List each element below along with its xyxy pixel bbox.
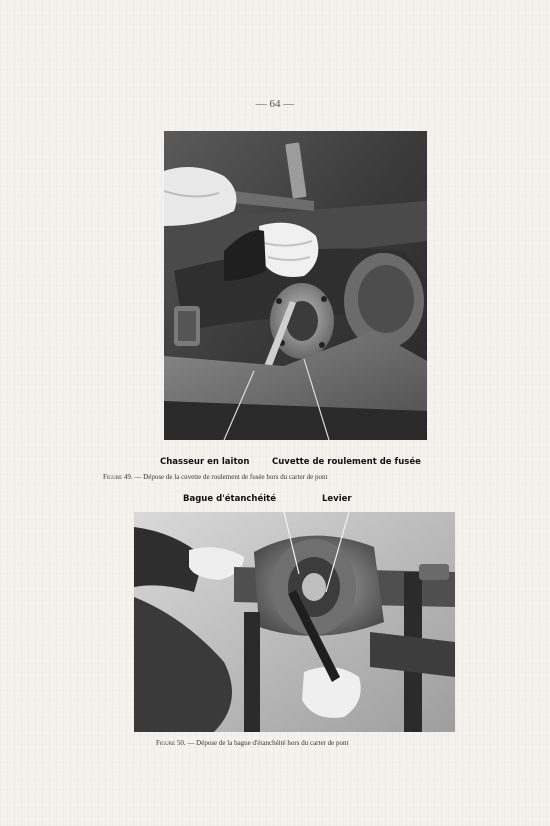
figure-1-caption <box>103 473 327 481</box>
figure-1-caption-text: — Dépose de la cuvette de roulement de fusée hors du carter de pont <box>132 473 328 481</box>
page-number: — 64 — <box>255 98 295 110</box>
figure-1-label-bearing-cup: Cuvette de roulement de fusée <box>272 457 421 467</box>
figure-2-caption-prefix: Figure 50. <box>156 739 186 747</box>
figure-2-label-oil-seal: Bague d'étanchéité <box>183 494 276 504</box>
figure-2-caption-text: — Dépose de la bague d'étanchéité hors du carter de pont <box>185 739 349 747</box>
figure-2-caption <box>156 739 348 747</box>
figure-1-label-brass-drift: Chasseur en laiton <box>160 457 250 467</box>
figure-1-caption-prefix: Figure 49. <box>103 473 133 481</box>
figure-1-photo <box>164 131 427 440</box>
figure-2-photo <box>134 512 455 732</box>
figure-2-label-lever: Levier <box>322 494 352 504</box>
